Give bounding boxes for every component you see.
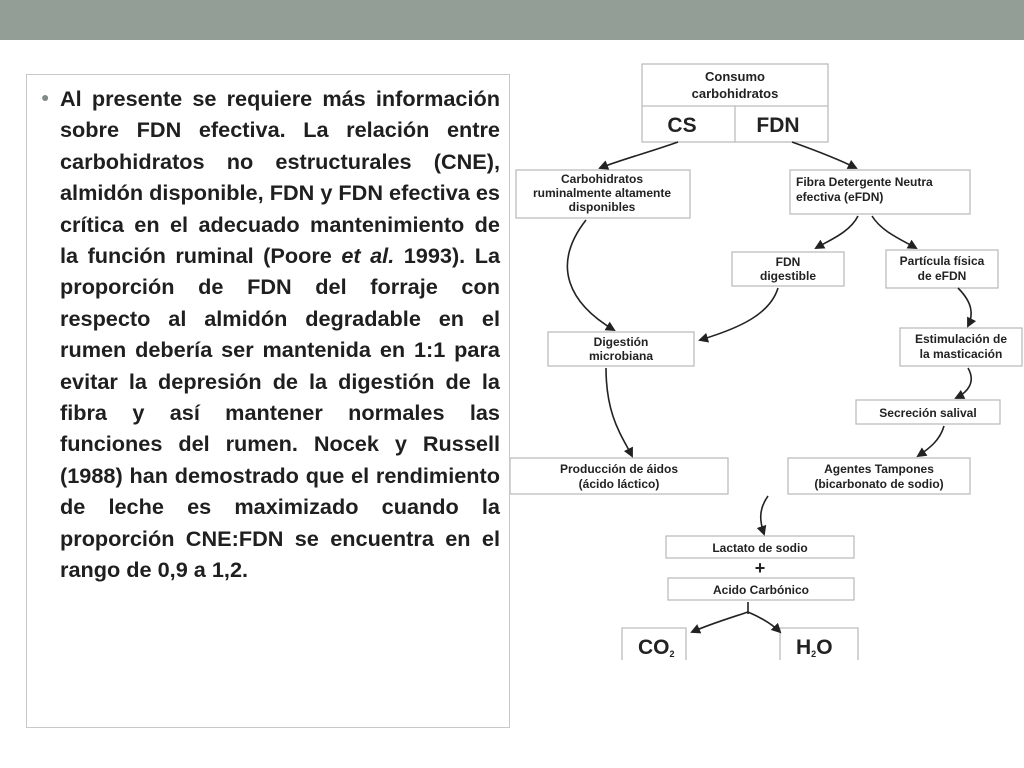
acido-label: Acido Carbónico bbox=[712, 583, 810, 597]
agentes-label-1: Agentes Tampones bbox=[824, 462, 934, 476]
arrow-estimulacion-secrecion bbox=[956, 368, 971, 398]
arrow-cs-carbo bbox=[600, 142, 678, 168]
fdndig-label-1: FDN bbox=[775, 255, 801, 269]
produccion-label-1: Producción de áidos bbox=[559, 462, 679, 476]
digestion-label-2: microbiana bbox=[588, 349, 654, 363]
lactato-label: Lactato de sodio bbox=[712, 541, 808, 555]
h2o-subscript: 2 bbox=[811, 649, 817, 659]
arrow-digestion-produccion bbox=[606, 368, 632, 456]
arrow-fdndig-digestion bbox=[700, 288, 778, 340]
secrecion-label: Secreción salival bbox=[879, 406, 977, 420]
produccion-label-2: (ácido láctico) bbox=[578, 477, 660, 491]
digestion-label-1: Digestión bbox=[593, 335, 649, 349]
bullet-dot: ● bbox=[41, 89, 50, 105]
text-panel bbox=[26, 74, 510, 728]
arrow-secrecion-agentes bbox=[918, 426, 944, 456]
arrow-fibra-particula bbox=[872, 216, 916, 248]
flow-diagram bbox=[510, 56, 1024, 660]
h2o-h: H bbox=[796, 636, 812, 659]
plus-sign: + bbox=[754, 558, 766, 578]
particula-label-2: de eFDN bbox=[917, 269, 967, 283]
paragraph-part-2: 1993). La proporción de FDN del forraje con respecto al almidón degradable en el rumen debería ser mantenida en 1:1 para evitar la depresión de la digestión de la fibra y así mantener normales las funciones del rumen. Nocek y Russell (1988) han demostrado que el rendimiento de leche es maximizado cuando la proporción CNE:FDN se encuentra en el rango de 0,9 a 1,2. bbox=[60, 243, 501, 583]
paragraph-part-1: Al presente se requiere más información sobre FDN efectiva. La relación entre carbohidratos no estructurales (CNE), almidón disponible, FDN y FDN efectiva es crítica en el adecuado mantenimiento de la función ruminal (Poore bbox=[60, 86, 500, 269]
arrow-fibra-fdndig bbox=[816, 216, 858, 248]
arrow-acido-h2o bbox=[748, 612, 780, 632]
arrow-carbo-digestion bbox=[567, 220, 614, 330]
paragraph-italic: et al. bbox=[341, 243, 395, 269]
estimulacion-label-2: la masticación bbox=[919, 347, 1003, 361]
arrow-fdn-fibra bbox=[792, 142, 856, 168]
co2-subscript: 2 bbox=[669, 649, 675, 659]
fibra-label-1: Fibra Detergente Neutra bbox=[796, 175, 933, 189]
cs-label: CS bbox=[667, 114, 697, 137]
h2o-o: O bbox=[816, 636, 833, 659]
arrow-to-lactato bbox=[761, 496, 768, 534]
co2-label bbox=[638, 636, 675, 659]
co2-main: CO bbox=[638, 636, 670, 659]
arrow-acido-co2 bbox=[692, 612, 748, 632]
arrow-particula-estimulacion bbox=[958, 288, 971, 326]
fdndig-label-2: digestible bbox=[759, 269, 817, 283]
header-bar bbox=[0, 0, 1024, 40]
agentes-label-2: (bicarbonato de sodio) bbox=[814, 477, 944, 491]
body-paragraph bbox=[60, 83, 500, 586]
consumo-label-2: carbohidratos bbox=[691, 86, 779, 101]
fibra-label-2: efectiva (eFDN) bbox=[796, 190, 884, 204]
fdn-label: FDN bbox=[756, 114, 800, 137]
consumo-label-1: Consumo bbox=[705, 69, 765, 84]
carbo-label-2: ruminalmente altamente bbox=[532, 186, 672, 200]
carbo-label-3: disponibles bbox=[568, 200, 636, 214]
carbo-label-1: Carbohidratos bbox=[560, 172, 644, 186]
estimulacion-label-1: Estimulación de bbox=[914, 332, 1008, 346]
particula-label-1: Partícula física bbox=[899, 254, 985, 268]
